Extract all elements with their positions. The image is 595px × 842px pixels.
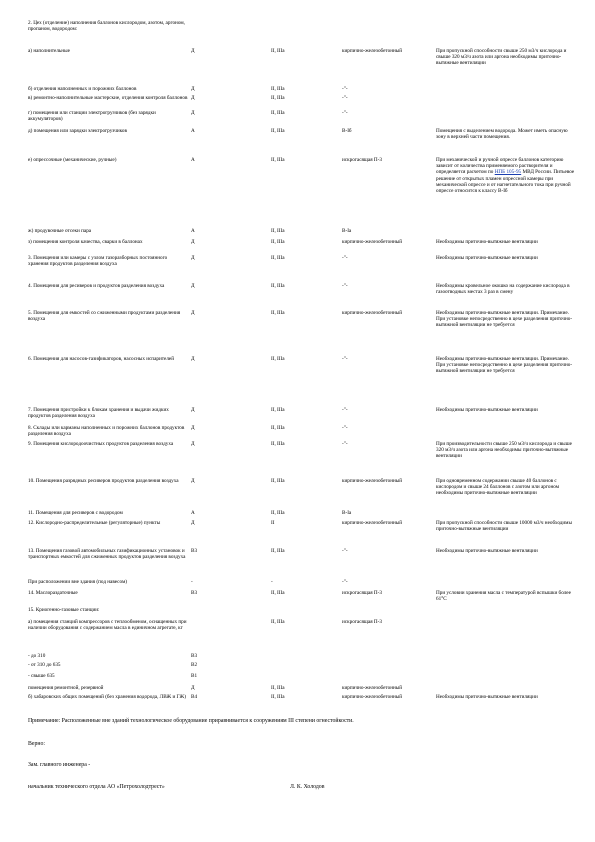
cell-c4: В-Iб bbox=[342, 128, 352, 134]
cell-c2: Д bbox=[191, 255, 195, 261]
cell-c4: -"- bbox=[342, 356, 348, 362]
cell-c3: - bbox=[271, 579, 273, 585]
cell-c2: А bbox=[191, 157, 195, 163]
cell-c4: -"- bbox=[342, 441, 348, 447]
cell-c5: При пропускной способности свыше 10000 м3/ч необходимы приточно-вытяжные вентиляции bbox=[436, 520, 572, 533]
cell-c2: Д bbox=[191, 520, 195, 526]
cell-c2: В1 bbox=[191, 673, 198, 679]
signatory-name: Л. К. Холодов bbox=[290, 784, 325, 790]
cell-c4: В-Iа bbox=[342, 510, 352, 516]
cell-c2: Д bbox=[191, 685, 195, 691]
cell-c4: -"- bbox=[342, 86, 348, 92]
cell-c2: Д bbox=[191, 407, 195, 413]
cell-c5: При условии хранения масла с температурой вспышки более 61°С bbox=[436, 590, 571, 603]
cell-c3: II, IIIа bbox=[271, 619, 285, 625]
cell-c3: II, IIIа bbox=[271, 441, 285, 447]
cell-c4: -"- bbox=[342, 548, 348, 554]
cell-c1: 5. Помещения для емкостей со сжиженными продуктами разделения воздуха bbox=[28, 310, 181, 323]
norm-reference-link[interactable]: НПБ 105-95 bbox=[494, 169, 522, 176]
cell-c3: II, IIIа bbox=[271, 510, 285, 516]
cell-c5: Необходимы приточно-вытяжные вентиляции bbox=[436, 407, 538, 413]
cell-c3: II, IIIа bbox=[271, 548, 285, 554]
cell-c5: При производительности свыше 250 м3/ч кислорода и свыше 320 м3/ч азота или аргона необходимы приточно-вытяжные вентиляции bbox=[436, 441, 572, 460]
cell-c1: е) опрессочные (механические, ручные) bbox=[28, 157, 117, 163]
cell-c4: кирпично-железобетонный bbox=[342, 310, 403, 316]
cell-c2: Д bbox=[191, 48, 195, 54]
cell-c2: Д bbox=[191, 310, 195, 316]
cell-c3: II, IIIа bbox=[271, 128, 285, 134]
cell-c3: II, IIIа bbox=[271, 95, 285, 101]
cell-c2: В4 bbox=[191, 694, 198, 700]
cell-c2: А bbox=[191, 228, 195, 234]
cell-c3: II, IIIа bbox=[271, 239, 285, 245]
cell-c5: При механической и ручной опрессе баллонов категорию зависит от количества применяемого растворителя и определяется расчетом по НПБ 105-95 МВД России. Питьевое решение от открытых пламен опрессной камеры при механической опрессе и от нагнетательного тока при ручной опрессе относится к классу В-Iб bbox=[436, 157, 575, 195]
cell-c1: - от 310 до 635 bbox=[28, 662, 61, 668]
cell-c2: А bbox=[191, 128, 195, 134]
cell-c2: В2 bbox=[191, 662, 198, 668]
cell-c2: Д bbox=[191, 95, 195, 101]
cell-c4: -"- bbox=[342, 425, 348, 431]
cell-c4: кирпично-железобетонный bbox=[342, 685, 403, 691]
cell-c1: 15. Криогенно-газовые станции: bbox=[28, 607, 100, 613]
cell-c5: При пропускной способности свыше 250 м3/ч кислорода и свыше 320 м3/ч азота или аргона необходимы приточно-вытяжные вентиляции bbox=[436, 48, 567, 67]
cell-c1: 10. Помещения разрядных ресиверов продуктов разделения воздуха bbox=[28, 478, 179, 484]
signatory-position-line2: начальник технического отдела АО «Петрохолодтрест» bbox=[28, 784, 165, 790]
cell-c3: II, IIIа bbox=[271, 228, 285, 234]
cell-c3: II, IIIа bbox=[271, 157, 285, 163]
cell-c1: ж) продувочные отсеки пара bbox=[28, 228, 92, 234]
cell-c2: - bbox=[191, 579, 193, 585]
cell-c3: II, IIIа bbox=[271, 310, 285, 316]
cell-c2: А bbox=[191, 510, 195, 516]
cell-c4: кирпично-железобетонный bbox=[342, 48, 403, 54]
cell-c1: 3. Помещения или камеры с узлом газоразборных постоянного хранения продуктов разделения воздуха bbox=[28, 255, 168, 268]
cell-c3: II, IIIа bbox=[271, 694, 285, 700]
cell-c4: искрогасящая П-3 bbox=[342, 590, 382, 596]
cell-c4: -"- bbox=[342, 255, 348, 261]
cell-c1: - до 310 bbox=[28, 653, 46, 659]
cell-c1: г) помещения или станции электрогрузчиков (без зарядки аккумуляторов) bbox=[28, 110, 156, 123]
cell-c3: II bbox=[271, 520, 275, 526]
cell-c3: II, IIIа bbox=[271, 86, 285, 92]
cell-c3: II, IIIа bbox=[271, 685, 285, 691]
cell-c4: искрогасящая П-3 bbox=[342, 157, 382, 163]
cell-c2: Д bbox=[191, 356, 195, 362]
cell-c2: Д bbox=[191, 441, 195, 447]
cell-c4: В-Iа bbox=[342, 228, 352, 234]
cell-c2: В3 bbox=[191, 653, 198, 659]
cell-c1: а) наполнительные bbox=[28, 48, 70, 54]
cell-c3: II, IIIа bbox=[271, 255, 285, 261]
cell-c1: 13. Помещения газовой автомобильных газификационных установок и транспортных емкостей для сжиженных продуктов разделения воздуха bbox=[28, 548, 186, 561]
cell-c3: II, IIIа bbox=[271, 425, 285, 431]
cell-c1: з) помещения контроля качества, сварки в баллонах bbox=[28, 239, 143, 245]
cell-c2: Д bbox=[191, 86, 195, 92]
cell-c2: Д bbox=[191, 110, 195, 116]
cell-c5: Необходимы приточно-вытяжные вентиляции bbox=[436, 548, 538, 554]
cell-c2: В3 bbox=[191, 548, 198, 554]
cell-c4: кирпично-железобетонный bbox=[342, 694, 403, 700]
cell-c1: 8. Склады или карманы наполненных и порожних баллонов продуктов разделения воздуха bbox=[28, 425, 185, 438]
cell-c4: кирпично-железобетонный bbox=[342, 520, 403, 526]
cell-c1: 14. Маслораздаточные bbox=[28, 590, 78, 596]
cell-c5: Необходимы приточно-вытяжные вентиляции bbox=[436, 255, 538, 261]
cell-c1: При расположении вне здания (под навесом) bbox=[28, 579, 127, 585]
cell-c5: Необходимы приточно-вытяжные вентиляции bbox=[436, 694, 538, 700]
verification-label: Верно: bbox=[28, 741, 45, 747]
cell-c4: -"- bbox=[342, 407, 348, 413]
cell-c1: д) помещения или зарядки электрогрузчиков bbox=[28, 128, 127, 134]
cell-c3: II, IIIа bbox=[271, 407, 285, 413]
signatory-position-line1: Зам. главного инженера - bbox=[28, 762, 91, 768]
cell-c1: 9. Помещения кислородоочистных продуктов разделения воздуха bbox=[28, 441, 174, 447]
cell-c3: II, IIIа bbox=[271, 283, 285, 289]
cell-c3: II, IIIа bbox=[271, 110, 285, 116]
cell-c1: 2. Цех (отделение) наполнения баллонов кислородом, азотом, аргоном, пропаном, водородом: bbox=[28, 20, 185, 33]
cell-c4: кирпично-железобетонный bbox=[342, 239, 403, 245]
cell-c5: Необходимы кровельное окошко на содержание кислорода в газоотводных местах 3 раз в смену bbox=[436, 283, 570, 296]
cell-c1: - свыше 635 bbox=[28, 673, 55, 679]
cell-c1: помещения ремонтной, резервной bbox=[28, 685, 104, 691]
cell-c1: 7. Помещения пристройки к блокам хранения и выдачи жидких продуктов разделения воздуха bbox=[28, 407, 169, 420]
cell-c1: 12. Кислородно-распределительные (регуляторные) пункты bbox=[28, 520, 161, 526]
cell-c4: -"- bbox=[342, 283, 348, 289]
cell-c5: Помещения с выделением водорода. Может иметь опасную зону в верхней части помещения. bbox=[436, 128, 568, 141]
cell-c5: При одновременном содержании свыше 40 баллонов с кислородом и свыше 24 баллонов с азотом или аргоном необходимы приточно-вытяжные вентиляции bbox=[436, 478, 559, 497]
cell-c4: -"- bbox=[342, 110, 348, 116]
cell-c4: -"- bbox=[342, 579, 348, 585]
cell-c2: Д bbox=[191, 283, 195, 289]
footnote: Примечание: Расположенные вне зданий технологическое оборудование приравнивается к сооружениям III степени огнестойкости. bbox=[28, 718, 354, 724]
cell-c4: кирпично-железобетонный bbox=[342, 478, 403, 484]
cell-c4: искрогасящая П-3 bbox=[342, 619, 382, 625]
cell-c3: II, IIIа bbox=[271, 48, 285, 54]
cell-c3: II, IIIа bbox=[271, 590, 285, 596]
cell-c1: б) хабаровских общих помещений (без хранения водорода, ЛВЖ и ГЖ) bbox=[28, 694, 186, 700]
cell-c1: б) отделения наполненных и порожних баллонов bbox=[28, 86, 137, 92]
cell-c1: а) помещения станций компрессоров с теплообменом, оснащенных при наличии оборудования с содержанием масла в единичном агрегате, кг bbox=[28, 619, 187, 632]
cell-c5: Необходимы приточно-вытяжные вентиляции bbox=[436, 239, 538, 245]
cell-c2: Д bbox=[191, 239, 195, 245]
cell-c1: 11. Помещения для ресиверов с водородом bbox=[28, 510, 123, 516]
cell-c1: в) ремонтно-наполнительные мастерские, отделения контроля баллонов bbox=[28, 95, 188, 101]
cell-c4: -"- bbox=[342, 95, 348, 101]
cell-c3: II, IIIа bbox=[271, 478, 285, 484]
cell-c1: 4. Помещения для ресиверов и продуктов разделения воздуха bbox=[28, 283, 165, 289]
cell-c5: Необходимы приточно-вытяжные вентиляции. Примечание. При установке непосредственно в цехе разделения приточно-вытяжной вентиляции не требуется bbox=[436, 356, 573, 375]
cell-c2: В3 bbox=[191, 590, 198, 596]
cell-c5: Необходимы приточно-вытяжные вентиляции. Примечание. При установке непосредственно в цехе разделения приточно-вытяжной вентиляции не требуется bbox=[436, 310, 573, 329]
cell-c2: Д bbox=[191, 478, 195, 484]
cell-c2: Д bbox=[191, 425, 195, 431]
cell-c3: II, IIIа bbox=[271, 356, 285, 362]
cell-c1: 6. Помещения для насосов-газификаторов, насосных испарителей bbox=[28, 356, 174, 362]
